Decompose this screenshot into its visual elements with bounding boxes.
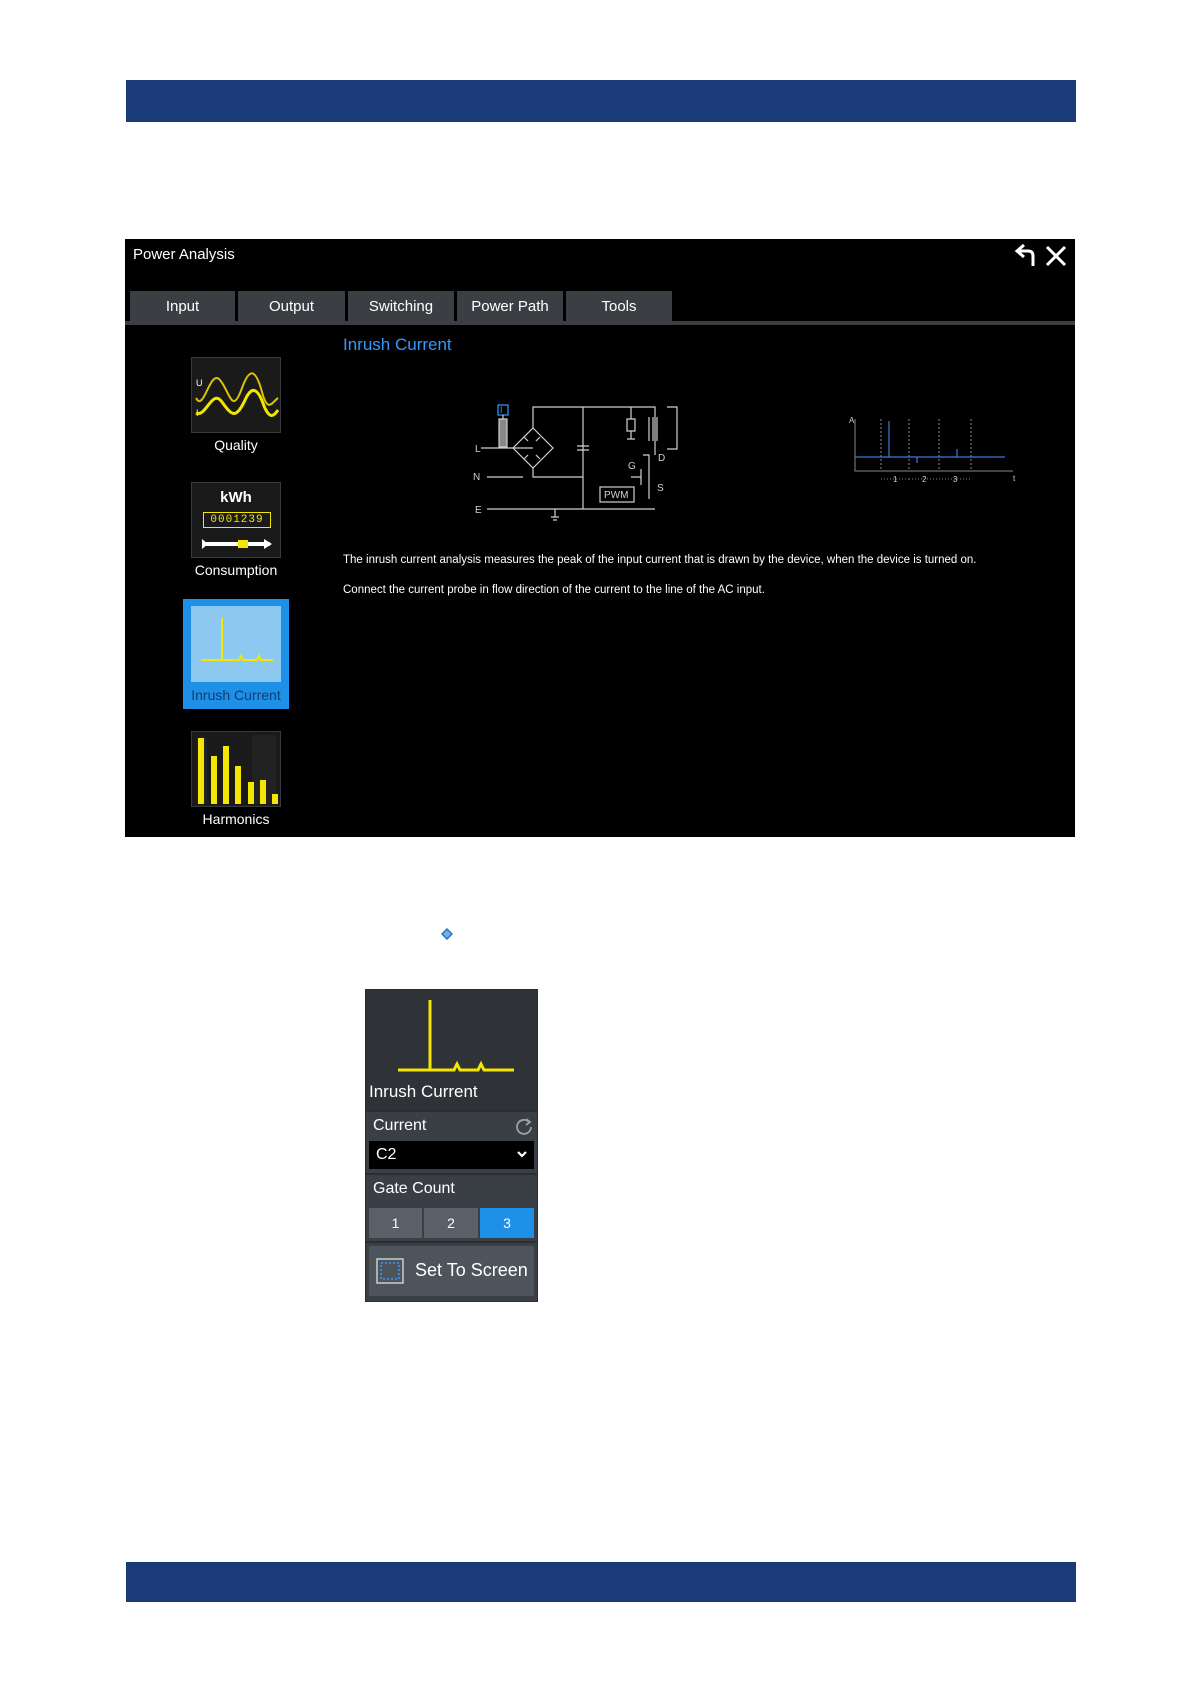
circuit-label-pwm: PWM bbox=[604, 490, 629, 501]
sidebar-item-harmonics[interactable] bbox=[183, 731, 289, 836]
tab-tools[interactable]: Tools bbox=[566, 291, 672, 321]
harmonics-icon bbox=[191, 731, 281, 807]
waveform-gate-label: 2 bbox=[922, 475, 927, 484]
circuit-label-probe: I bbox=[500, 405, 503, 415]
panel-header bbox=[366, 990, 537, 1110]
kwh-unit: kWh bbox=[220, 489, 252, 506]
set-to-screen-icon bbox=[376, 1258, 404, 1284]
power-analysis-dialog bbox=[125, 239, 1075, 837]
inrush-current-panel bbox=[365, 989, 538, 1302]
gate-count-option-3[interactable]: 3 bbox=[480, 1208, 534, 1238]
instruction-text: Connect the current probe in flow direction of the current to the line of the AC input. bbox=[343, 584, 765, 596]
sidebar-item-quality[interactable] bbox=[183, 357, 289, 462]
circuit-diagram bbox=[455, 399, 695, 539]
kwh-counter: 0001239 bbox=[203, 512, 271, 528]
consumption-icon bbox=[191, 482, 281, 558]
footer-band bbox=[126, 1562, 1076, 1602]
divider bbox=[366, 1241, 537, 1243]
divider bbox=[366, 1110, 537, 1112]
svg-text:I: I bbox=[196, 408, 199, 418]
circuit-label-neutral: N bbox=[473, 472, 481, 483]
gate-count-option-2[interactable]: 2 bbox=[424, 1208, 478, 1238]
circuit-label-source: S bbox=[657, 483, 664, 494]
circuit-label-gate: G bbox=[628, 461, 636, 472]
content-title: Inrush Current bbox=[343, 335, 452, 354]
reset-icon[interactable] bbox=[515, 1118, 533, 1136]
tab-output[interactable]: Output bbox=[238, 291, 345, 321]
panel-title: Inrush Current bbox=[369, 1082, 478, 1101]
description-text: The inrush current analysis measures the peak of the input current that is drawn by the device, when the device is turned on. bbox=[343, 554, 977, 566]
chevron-down-icon bbox=[516, 1148, 528, 1160]
set-to-screen-button[interactable] bbox=[369, 1246, 534, 1296]
waveform-y-label: A bbox=[849, 416, 855, 425]
sidebar-item-consumption[interactable] bbox=[183, 482, 289, 587]
quality-icon bbox=[191, 357, 281, 433]
current-source-value: C2 bbox=[376, 1146, 397, 1163]
tab-power-path[interactable]: Power Path bbox=[457, 291, 563, 321]
waveform-x-label: t bbox=[1013, 474, 1016, 483]
waveform-gate-label: 3 bbox=[953, 475, 958, 484]
inrush-current-icon bbox=[191, 606, 281, 682]
sidebar-item-label: Harmonics bbox=[202, 811, 270, 827]
circuit-label-line: L bbox=[475, 444, 481, 455]
circuit-label-earth: E bbox=[475, 505, 482, 516]
tab-underline bbox=[125, 321, 1075, 325]
gate-count-option-1[interactable]: 1 bbox=[369, 1208, 422, 1238]
divider bbox=[366, 1173, 537, 1175]
current-source-select[interactable] bbox=[369, 1141, 534, 1169]
sidebar-item-label: Quality bbox=[214, 437, 258, 453]
undo-icon[interactable] bbox=[1013, 242, 1039, 270]
set-to-screen-label: Set To Screen bbox=[415, 1260, 528, 1280]
inrush-current-icon bbox=[396, 996, 516, 1078]
inrush-waveform-diagram bbox=[845, 415, 1025, 485]
circuit-label-drain: D bbox=[658, 453, 666, 464]
waveform-gate-label: 1 bbox=[893, 475, 898, 484]
tab-input[interactable]: Input bbox=[130, 291, 235, 321]
svg-text:U: U bbox=[196, 378, 203, 388]
sidebar-item-label: Consumption bbox=[194, 562, 278, 578]
gate-count-label: Gate Count bbox=[373, 1180, 455, 1197]
dialog-title: Power Analysis bbox=[133, 246, 235, 263]
tab-switching[interactable]: Switching bbox=[348, 291, 454, 321]
sidebar-item-inrush-current[interactable] bbox=[183, 599, 289, 709]
sidebar-item-label: Inrush Current bbox=[191, 687, 281, 703]
header-band bbox=[126, 80, 1076, 122]
diamond-icon bbox=[441, 928, 453, 940]
current-label: Current bbox=[373, 1117, 427, 1134]
close-icon[interactable] bbox=[1043, 242, 1069, 270]
